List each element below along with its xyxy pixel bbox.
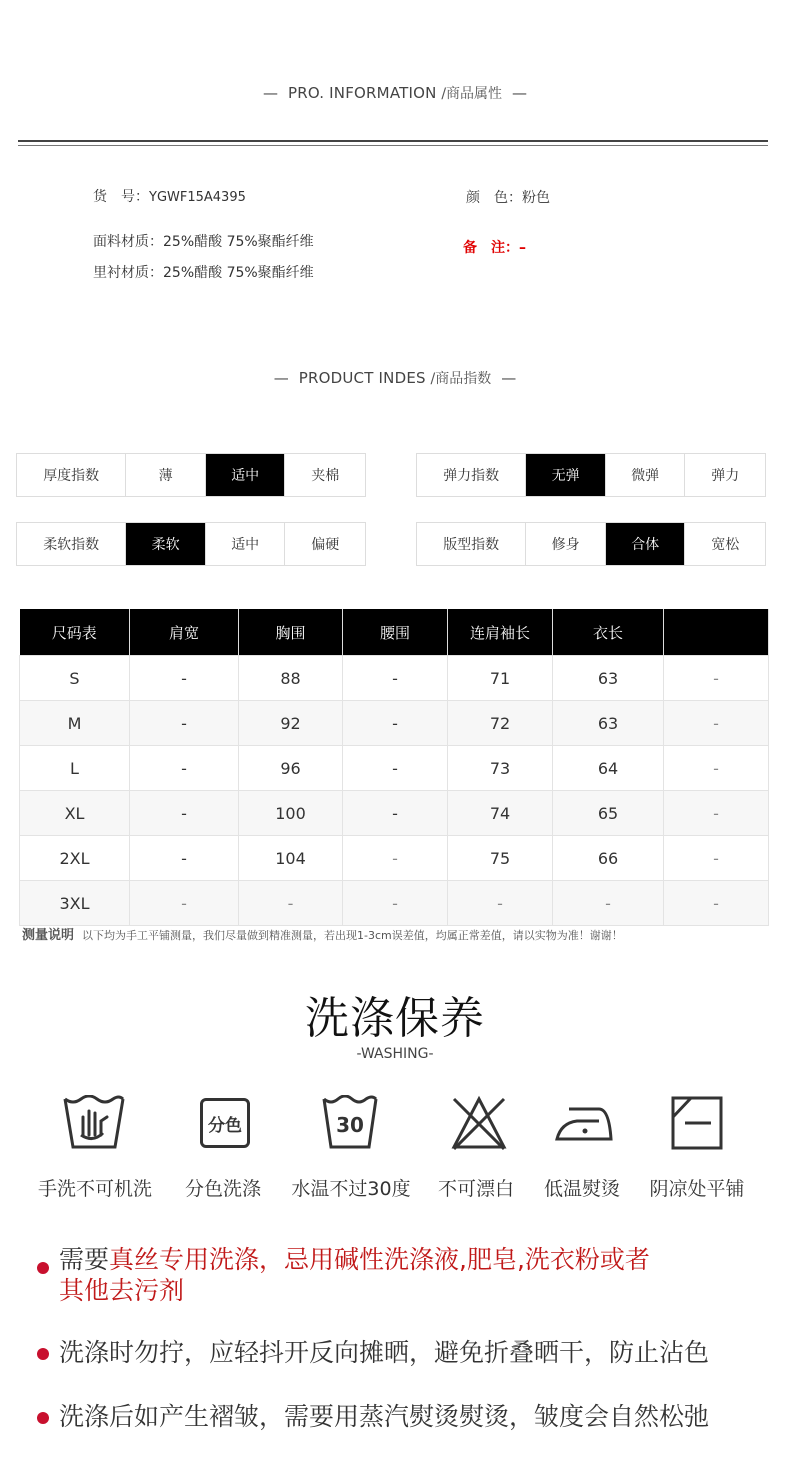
lining-material: 里衬材质：25%醋酸 75%聚酯纤维 xyxy=(93,265,314,281)
fit-index xyxy=(416,522,766,566)
thickness-option-selected: 适中 xyxy=(206,454,286,496)
fit-option-selected: 合体 xyxy=(606,523,686,565)
bullet-dot xyxy=(37,1412,49,1424)
separate-color-icon: 分色 xyxy=(200,1098,250,1148)
care-note-1: 需要真丝专用洗涤，忌用碱性洗涤液,肥皂,洗衣粉或者 其他去污剂 xyxy=(59,1245,650,1305)
wash-label-separate: 分色洗涤 xyxy=(184,1178,261,1200)
header-size: 尺码表 xyxy=(20,609,130,656)
measure-note: 测量说明 以下均为手工平铺测量，我们尽量做到精准测量，若出现1-3cm误差值，均属正常差值，请以实物为准！谢谢！ xyxy=(22,928,623,943)
wash-label-hand-wash: 手洗不可机洗 xyxy=(37,1178,152,1200)
wash-label-dry-flat: 阴凉处平铺 xyxy=(649,1178,745,1200)
wash-label-temperature: 水温不过30度 xyxy=(291,1178,411,1200)
fit-label: 版型指数 xyxy=(417,523,526,565)
washing-title: 洗涤保养 xyxy=(305,993,485,1044)
table-row: M - 92 - 72 63 - xyxy=(20,701,769,746)
washing-subtitle: -WASHING- xyxy=(356,1046,434,1062)
fabric-material: 面料材质：25%醋酸 75%聚酯纤维 xyxy=(93,234,314,250)
divider-top xyxy=(18,140,768,142)
fit-option: 宽松 xyxy=(711,537,740,553)
wash-temperature: 30 xyxy=(336,1113,364,1137)
item-color: 颜 色：粉色 xyxy=(466,190,550,206)
bullet-dot xyxy=(37,1262,49,1274)
thickness-index xyxy=(16,453,366,497)
table-row: XL - 100 - 74 65 - xyxy=(20,791,769,836)
fit-option: 修身 xyxy=(526,523,606,565)
table-row: 2XL - 104 - 75 66 - xyxy=(20,836,769,881)
table-row: S - 88 - 71 63 - xyxy=(20,656,769,701)
elasticity-option-selected: 无弹 xyxy=(526,454,606,496)
bullet-dot xyxy=(37,1348,49,1360)
header-length: 衣长 xyxy=(553,609,664,656)
elasticity-option: 微弹 xyxy=(606,454,686,496)
product-index-heading: — PRODUCT INDES /商品指数 — xyxy=(273,369,517,387)
size-table-header xyxy=(20,609,769,656)
size-table xyxy=(19,609,769,926)
wash-label-no-bleach: 不可漂白 xyxy=(437,1178,514,1200)
hand-wash-icon xyxy=(63,1095,125,1153)
elasticity-label: 弹力指数 xyxy=(417,454,526,496)
wash-30-icon xyxy=(322,1095,378,1153)
header-sleeve: 连肩袖长 xyxy=(448,609,553,656)
care-note-2: 洗涤时勿拧，应轻抖开反向摊晒，避免折叠晒干，防止沾色 xyxy=(59,1338,710,1367)
header-waist: 腰围 xyxy=(343,609,448,656)
care-note-3: 洗涤后如产生褶皱，需要用蒸汽熨烫熨烫，皱度会自然松弛 xyxy=(59,1402,710,1431)
pro-info-heading: — PRO. INFORMATION /商品属性 — xyxy=(262,84,528,102)
thickness-option: 夹棉 xyxy=(311,468,340,484)
table-row: 3XL - - - - - - xyxy=(20,881,769,926)
low-iron-icon xyxy=(555,1095,613,1153)
item-number: 货 号：YGWF15A4395 xyxy=(93,189,246,205)
thickness-label: 厚度指数 xyxy=(17,454,126,496)
remark: 备 注：– xyxy=(463,240,526,256)
wash-label-low-iron: 低温熨烫 xyxy=(543,1178,620,1200)
thickness-option: 薄 xyxy=(126,454,206,496)
softness-option-selected: 柔软 xyxy=(126,523,206,565)
softness-index xyxy=(16,522,366,566)
no-bleach-icon xyxy=(450,1095,508,1153)
header-chest: 胸围 xyxy=(239,609,343,656)
table-row: L - 96 - 73 64 - xyxy=(20,746,769,791)
divider-bottom xyxy=(18,145,768,146)
elasticity-index xyxy=(416,453,766,497)
softness-option: 偏硬 xyxy=(311,537,340,553)
header-shoulder: 肩宽 xyxy=(130,609,239,656)
dry-flat-shade-icon xyxy=(671,1095,723,1153)
softness-label: 柔软指数 xyxy=(17,523,126,565)
elasticity-option: 弹力 xyxy=(711,468,740,484)
header-empty xyxy=(664,609,769,656)
softness-option: 适中 xyxy=(206,523,286,565)
